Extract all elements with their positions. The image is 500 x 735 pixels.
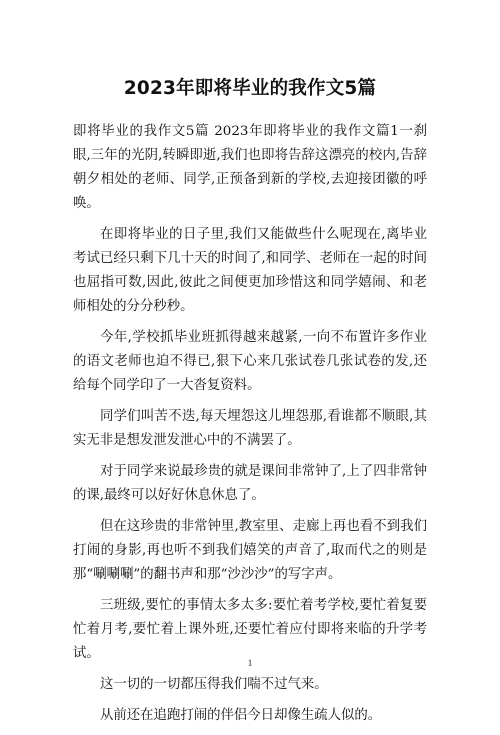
document-title: 2023年即将毕业的我作文5篇 — [123, 78, 377, 99]
paragraph-7: 三班级,要忙的事情太多太多:要忙着考学校,要忙着复要忙着月考,要忙着上课外班,还要忙着应付即将来临的升学考试。 — [73, 598, 427, 661]
paragraph-5: 对于同学来说最珍贵的就是课间非常钟了,上了四非常钟的课,最终可以好好休息休息了。 — [73, 464, 427, 503]
page-number: 1 — [247, 658, 253, 668]
paragraph-8: 这一切的一切都压得我们喘不过气来。 — [100, 677, 328, 692]
paragraph-1: 即将毕业的我作文5篇 2023年即将毕业的我作文篇1一刹眼,三年的光阴,转瞬即逝,我们也即将告辞这漂亮的校内,告辞朝夕相处的老师、同学,正预备到新的学校,去迎接团徽的呼唤。 — [73, 124, 427, 211]
paragraph-9: 从前还在追跑打闹的伴侣今日却像生疏人似的。 — [100, 708, 382, 723]
paragraph-3: 今年,学校抓毕业班抓得越来越紧,一向不布置许多作业的语文老师也迫不得已,狠下心来几张试卷几张试卷的发,还给每个同学印了一大沓复资料。 — [73, 330, 427, 393]
paragraph-2: 在即将毕业的日子里,我们又能做些什么呢现在,离毕业考试已经只剩下几十天的时间了,和同学、老师在一起的时间也屈指可数,因此,彼此之间便更加珍惜这和同学嬉闹、和老师相处的分分秒秒。 — [73, 227, 427, 314]
paragraph-6: 但在这珍贵的非常钟里,教室里、走廊上再也看不到我们打闹的身影,再也听不到我们嬉笑的声音了,取而代之的则是那“唰唰唰”的翻书声和那“沙沙沙”的写字声。 — [73, 519, 427, 582]
document-body — [73, 120, 427, 735]
paragraph-4: 同学们叫苦不迭,每天埋怨这儿埋怨那,看谁都不顺眼,其实无非是想发泄发泄心中的不满罢了。 — [73, 409, 427, 448]
